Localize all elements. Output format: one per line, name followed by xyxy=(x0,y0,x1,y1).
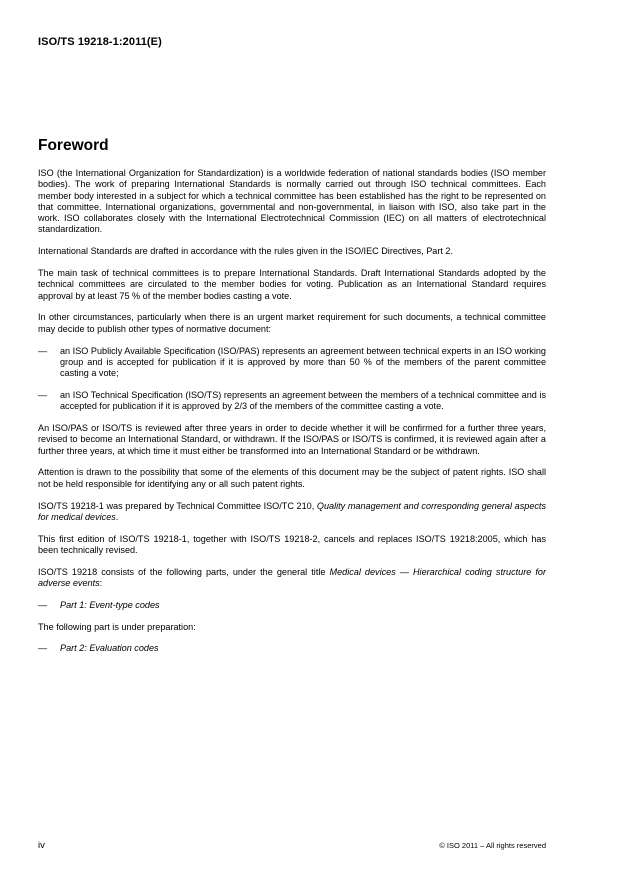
list-item-iso-ts xyxy=(38,390,546,413)
parts-intro-text: ISO/TS 19218 consists of the following parts, under the general title xyxy=(38,566,330,577)
paragraph-prepared-by xyxy=(38,501,546,524)
parts-intro-end: : xyxy=(99,578,103,589)
dash-marker: — xyxy=(38,345,48,356)
part-1-title: Part 1: Event-type codes xyxy=(60,599,160,610)
list-item-part-1 xyxy=(38,600,546,611)
document-identifier: ISO/TS 19218-1:2011(E) xyxy=(38,36,162,48)
paragraph-other-circumstances: In other circumstances, particularly when there is an urgent market requirement for such documents, a technical committee may decide to publish other types of normative document: xyxy=(38,312,546,334)
paragraph-main-task: The main task of technical committees is to prepare International Standards. Draft International Standards adopted by the technical committees are circulated to the member bodies for voting. Publication as an International Standard requires approval by at least 75 % of the member bodies casting a vote. xyxy=(38,268,546,301)
general-title: Medical devices — Hierarchical coding structure for adverse events xyxy=(38,566,546,589)
foreword-heading: Foreword xyxy=(38,137,109,154)
list-item-text: an ISO Technical Specification (ISO/TS) represents an agreement between the members of a technical committee and is accepted for publication if it is approved by 2/3 of the members of the committee casting a vote. xyxy=(60,389,546,412)
paragraph-review: An ISO/PAS or ISO/TS is reviewed after three years in order to decide whether it will be confirmed for a further three years, revised to become an International Standard, or withdrawn. If the ISO/PAS or ISO/TS is confirmed, it is reviewed again after a further three years, at which time it must either be transformed into an International Standard or be withdrawn. xyxy=(38,423,546,456)
prepared-by-text: ISO/TS 19218-1 was prepared by Technical Committee ISO/TC 210, xyxy=(38,500,317,511)
paragraph-first-edition: This first edition of ISO/TS 19218-1, together with ISO/TS 19218-2, cancels and replaces ISO/TS 19218:2005, which has been technically revised. xyxy=(38,533,546,555)
paragraph-directives: International Standards are drafted in accordance with the rules given in the ISO/IEC Directives, Part 2. xyxy=(38,246,453,257)
part-2-title: Part 2: Evaluation codes xyxy=(60,643,159,654)
paragraph-patent: Attention is drawn to the possibility that some of the elements of this document may be the subject of patent rights. ISO shall not be held responsible for identifying any or all such patent rights. xyxy=(38,467,546,489)
paragraph-parts xyxy=(38,567,546,590)
prepared-by-end: . xyxy=(115,511,119,522)
copyright-notice: © ISO 2011 – All rights reserved xyxy=(439,841,546,850)
list-item-text: an ISO Publicly Available Specification (ISO/PAS) represents an agreement between technical experts in an ISO working group and is accepted for publication if it is approved by more than 50 % of the members of the parent committee casting a vote; xyxy=(60,345,546,379)
list-item-part-2 xyxy=(38,643,546,654)
dash-marker: — xyxy=(38,389,48,400)
page-number: iv xyxy=(38,840,45,851)
paragraph-under-preparation: The following part is under preparation: xyxy=(38,621,196,632)
paragraph-iso-intro: ISO (the International Organization for Standardization) is a worldwide federation of national standards bodies (ISO member bodies). The work of preparing International Standards is normally carried out through ISO technical committees. Each member body interested in a subject for which a technical committee has been established has the right to be represented on that committee. International organizations, governmental and non-governmental, in liaison with ISO, also take part in the work. ISO collaborates closely with the International Electrotechnical Commission (IEC) on all matters of electrotechnical standardization. xyxy=(38,168,546,235)
committee-title: Quality management and corresponding general aspects for medical devices xyxy=(38,500,546,522)
foreword-body xyxy=(38,168,546,665)
dash-marker: — xyxy=(38,643,48,654)
dash-marker: — xyxy=(38,599,48,610)
list-item-iso-pas xyxy=(38,346,546,380)
